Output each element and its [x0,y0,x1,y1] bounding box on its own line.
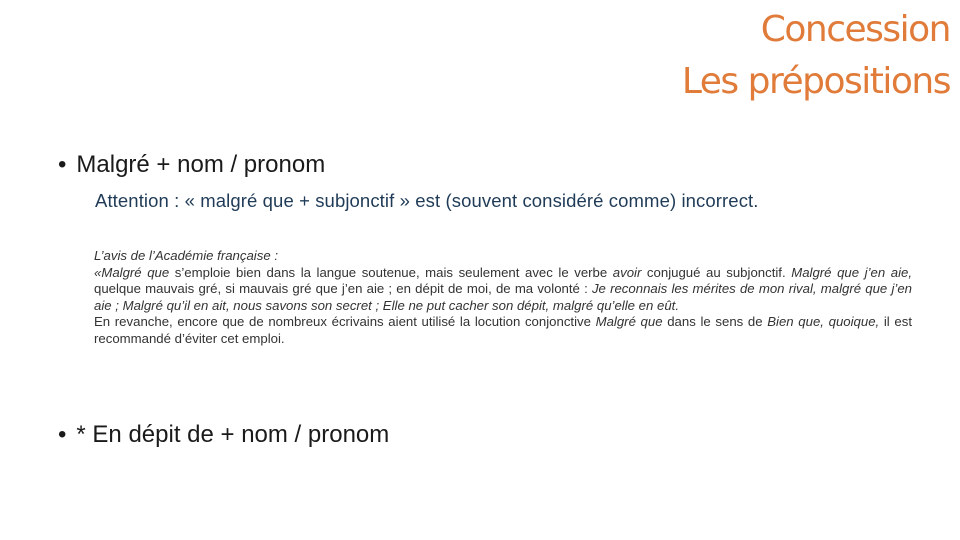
academie-quote [94,248,912,347]
bullet-marker: • [58,421,67,448]
bullet-text: Malgré + nom / pronom [76,151,326,178]
quote-paragraph-1: «Malgré que s’emploie bien dans la langue soutenue, mais seulement avec le verbe avoir conjugué au subjonctif. Malgré que j’en aie, quelque mauvais gré, si mauvais gré que j’en aie ; en dépit de moi, de ma volonté : Je reconnais les mérites de mon rival, malgré que j’en aie ; Malgré qu’il en ait, nous savons son secret ; Elle ne put cacher son dépit, malgré qu’elle en eût. [94,264,912,313]
bullet-marker: • [58,151,67,178]
bullet-text: * En dépit de + nom / pronom [76,421,390,448]
title-line-prepositions: Les prépositions [681,61,950,102]
bullet-en-depit-de [58,421,389,449]
slide-title [682,4,950,108]
title-line-concession: Concession [760,9,950,50]
quote-heading: L’avis de l’Académie française : [94,248,278,263]
bullet-malgre [58,151,325,179]
attention-note: Attention : « malgré que + subjonctif » est (souvent considéré comme) incorrect. [95,190,759,211]
quote-paragraph-2: En revanche, encore que de nombreux écrivains aient utilisé la locution conjonctive Malgré que dans le sens de Bien que, quoique, il est recommandé d’éviter cet emploi. [94,314,912,346]
